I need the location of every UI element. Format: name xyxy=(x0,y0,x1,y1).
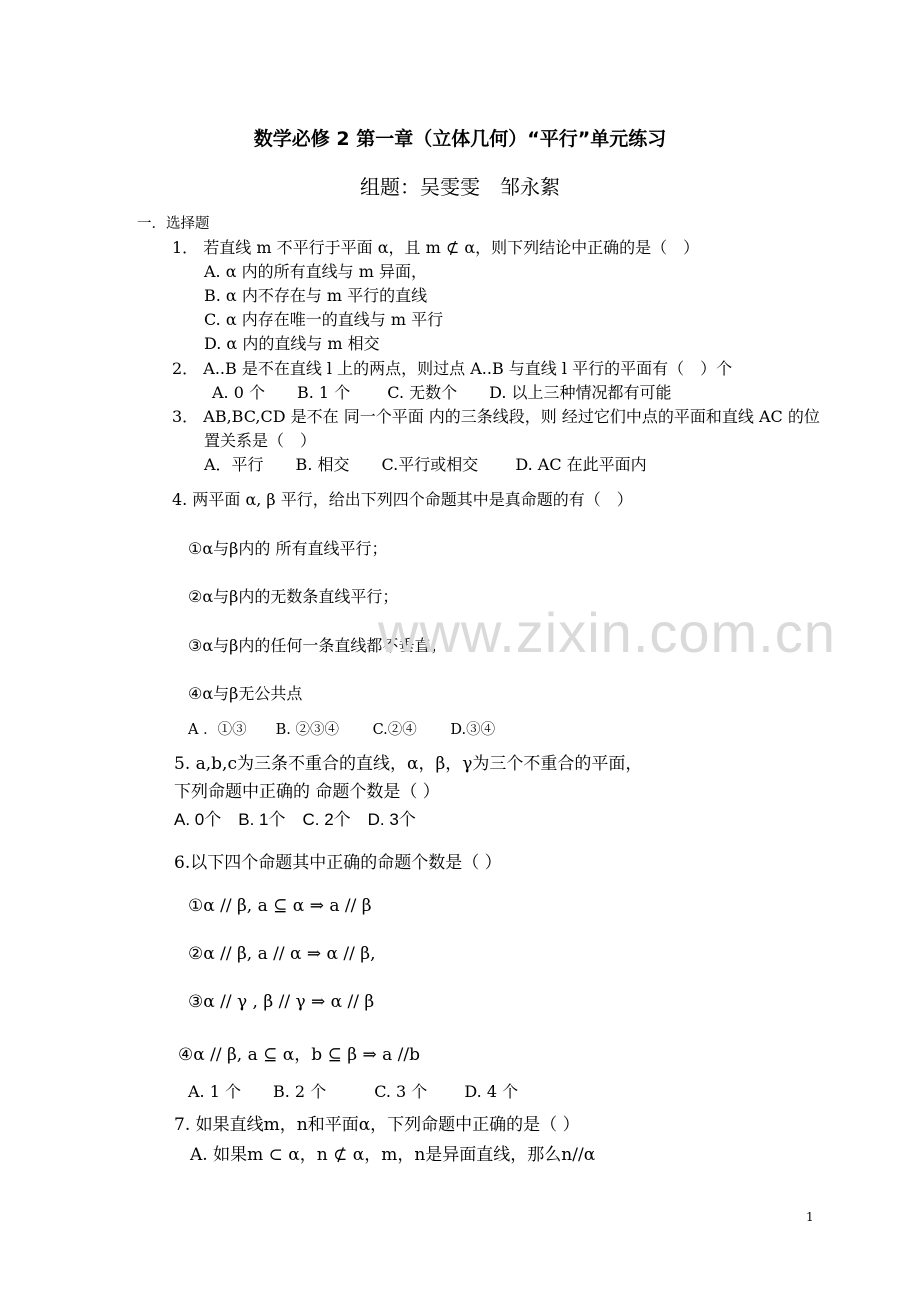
question-3-stem-continued: 置关系是（ ） xyxy=(204,431,317,450)
question-6-stem: 6.以下四个命题其中正确的命题个数是（ ） xyxy=(174,853,502,873)
question-6-item-3: ③α // γ , β // γ ⇒ α // β xyxy=(188,992,375,1012)
question-5-options: A. 0个 B. 1个 C. 2个 D. 3个 xyxy=(174,810,416,829)
question-6-item-4: ④α // β, a ⊆ α，b ⊆ β ⇒ a //b xyxy=(178,1045,420,1065)
question-1-option-b: B. α 内不存在与 m 平行的直线 xyxy=(204,286,428,305)
question-7-stem: 7. 如果直线m，n和平面α，下列命题中正确的是（ ） xyxy=(174,1115,580,1135)
question-6-item-2: ②α // β, a // α ⇒ α // β, xyxy=(188,944,376,964)
page-number: 1 xyxy=(806,1210,814,1224)
watermark-text: www.zixin.com.cn xyxy=(378,601,836,664)
question-1-option-d: D. α 内的直线与 m 相交 xyxy=(204,334,380,353)
question-4-item-1: ①α与β内的 所有直线平行； xyxy=(188,539,388,558)
question-7-option-a: A. 如果m ⊂ α，n ⊄ α，m，n是异面直线，那么n//α xyxy=(190,1145,596,1165)
question-2-options: A. 0 个 B. 1 个 C. 无数个 D. 以上三种情况都有可能 xyxy=(212,383,672,402)
question-4-item-2: ②α与β内的无数条直线平行； xyxy=(188,587,399,606)
question-3-options: A．平行 B. 相交 C.平行或相交 D. AC 在此平面内 xyxy=(204,455,647,474)
question-5-stem-continued: 下列命题中正确的 命题个数是（ ） xyxy=(174,782,440,802)
question-4-item-4: ④α与β无公共点 xyxy=(188,684,303,703)
question-1-stem: 1． 若直线 m 不平行于平面 α，且 m ⊄ α，则下列结论中正确的是（ ） xyxy=(172,238,700,257)
question-1-option-a: A. α 内的所有直线与 m 异面， xyxy=(204,262,427,281)
document-authors: 组题：吴雯雯 邹永絮 xyxy=(360,175,560,199)
question-2-stem: 2． A..B 是不在直线 l 上的两点，则过点 A..B 与直线 l 平行的平面有（ ）个 xyxy=(172,359,733,378)
question-4-item-3: ③α与β内的任何一条直线都不垂直； xyxy=(188,636,447,655)
question-6-item-1: ①α // β, a ⊆ α ⇒ a // β xyxy=(188,896,372,916)
question-1-option-c: C. α 内存在唯一的直线与 m 平行 xyxy=(204,310,444,329)
question-4-stem: 4. 两平面 α, β 平行，给出下列四个命题其中是真命题的有（ ） xyxy=(172,490,633,509)
question-4-options: A ．①③ B. ②③④ C.②④ D.③④ xyxy=(188,722,496,738)
question-5-stem: 5. a,b,c为三条不重合的直线，α，β，γ为三个不重合的平面， xyxy=(174,754,643,774)
question-3-stem: 3． AB,BC,CD 是不在 同一个平面 内的三条线段，则 经过它们中点的平面和直线 AC 的位 xyxy=(172,407,820,426)
section-heading: 一．选择题 xyxy=(137,216,210,232)
document-title: 数学必修 2 第一章（立体几何）“平行”单元练习 xyxy=(253,128,667,150)
question-6-options: A. 1 个 B. 2 个 C. 3 个 D. 4 个 xyxy=(188,1082,519,1101)
